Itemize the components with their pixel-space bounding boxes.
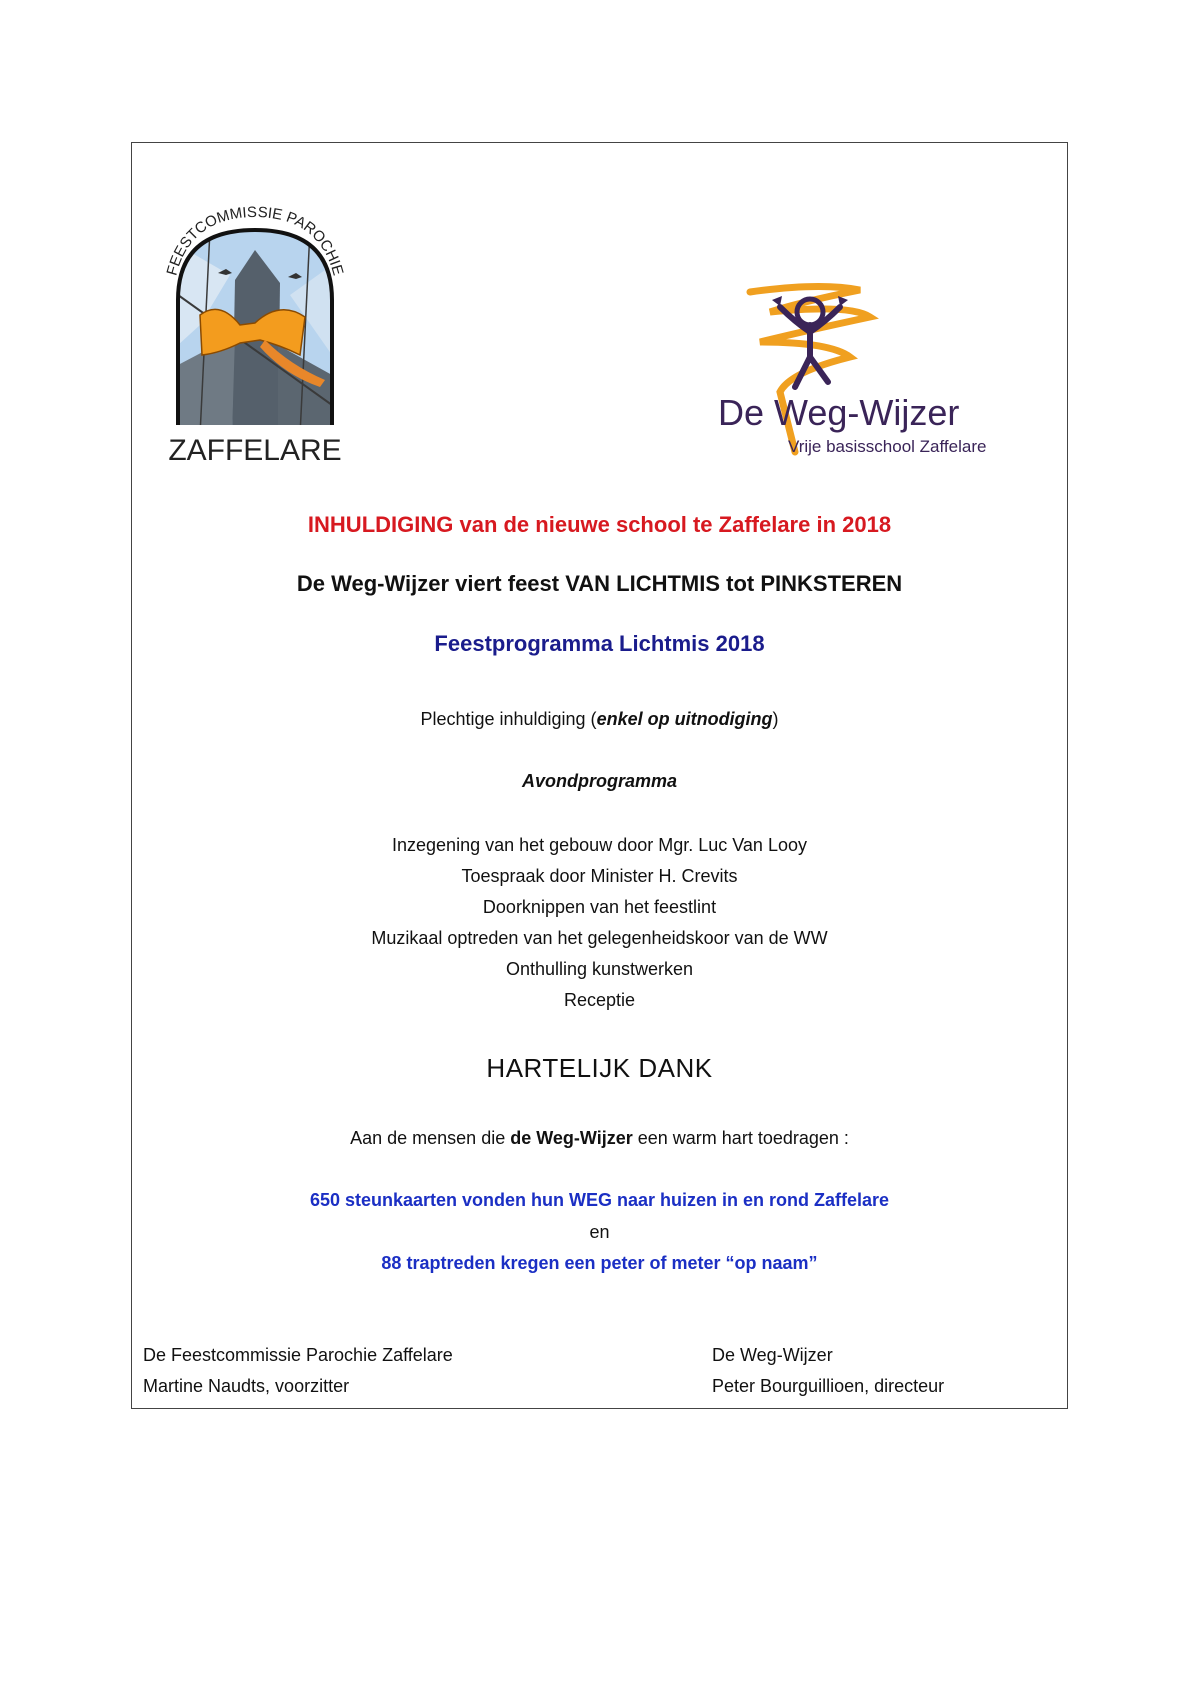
signature-right-org: De Weg-Wijzer [712, 1345, 833, 1365]
feestcommissie-logo [160, 205, 350, 485]
headline-inhuldiging: INHULDIGING van de nieuwe school te Zaffelare in 2018 [307, 512, 892, 537]
invitation-line [131, 709, 1068, 730]
thanks-prefix: Aan de mensen die [350, 1128, 511, 1148]
evening-program-title: Avondprogramma [521, 771, 678, 791]
signature-right-person: Peter Bourguillioen, directeur [712, 1376, 945, 1396]
thanks-title: HARTELIJK DANK [486, 1053, 713, 1083]
headline-feestprogramma: Feestprogramma Lichtmis 2018 [434, 631, 765, 656]
signature-left-person: Martine Naudts, voorzitter [143, 1376, 350, 1396]
thanks-line [131, 1128, 1068, 1149]
logo-arc-text: FEESTCOMMISSIE PAROCHIE [163, 205, 347, 278]
achievement-steunkaarten: 650 steunkaarten vonden hun WEG naar huizen in en rond Zaffelare [309, 1190, 890, 1210]
signature-right [712, 1340, 944, 1402]
signature-left-org: De Feestcommissie Parochie Zaffelare [143, 1345, 453, 1365]
thanks-suffix: een warm hart toedragen : [632, 1128, 849, 1148]
logo-zaffelare-text: ZAFFELARE [168, 434, 342, 467]
conjunction-en: en [589, 1222, 610, 1242]
invitation-emphasis: enkel op uitnodiging [596, 709, 773, 729]
logo-subtitle-text: Vrije basisschool Zaffelare [788, 437, 987, 456]
program-item: Onthulling kunstwerken [505, 959, 694, 979]
logo-weg-wijzer-text: De Weg-Wijzer [718, 392, 960, 433]
program-item: Receptie [563, 990, 636, 1010]
invitation-suffix: ) [772, 709, 779, 729]
thanks-bold: de Weg-Wijzer [510, 1128, 633, 1148]
weg-wijzer-logo [700, 282, 1030, 467]
achievement-traptreden: 88 traptreden kregen een peter of meter “op naam” [381, 1253, 818, 1273]
invitation-prefix: Plechtige inhuldiging ( [420, 709, 597, 729]
program-list [131, 830, 1068, 1016]
program-item: Inzegening van het gebouw door Mgr. Luc Van Looy [392, 835, 807, 855]
program-item: Muzikaal optreden van het gelegenheidskoor van de WW [371, 928, 828, 948]
program-item: Doorknippen van het feestlint [482, 897, 717, 917]
signature-left [143, 1340, 453, 1402]
headline-viert-feest: De Weg-Wijzer viert feest VAN LICHTMIS tot PINKSTEREN [296, 571, 903, 596]
program-item: Toespraak door Minister H. Crevits [461, 866, 738, 886]
